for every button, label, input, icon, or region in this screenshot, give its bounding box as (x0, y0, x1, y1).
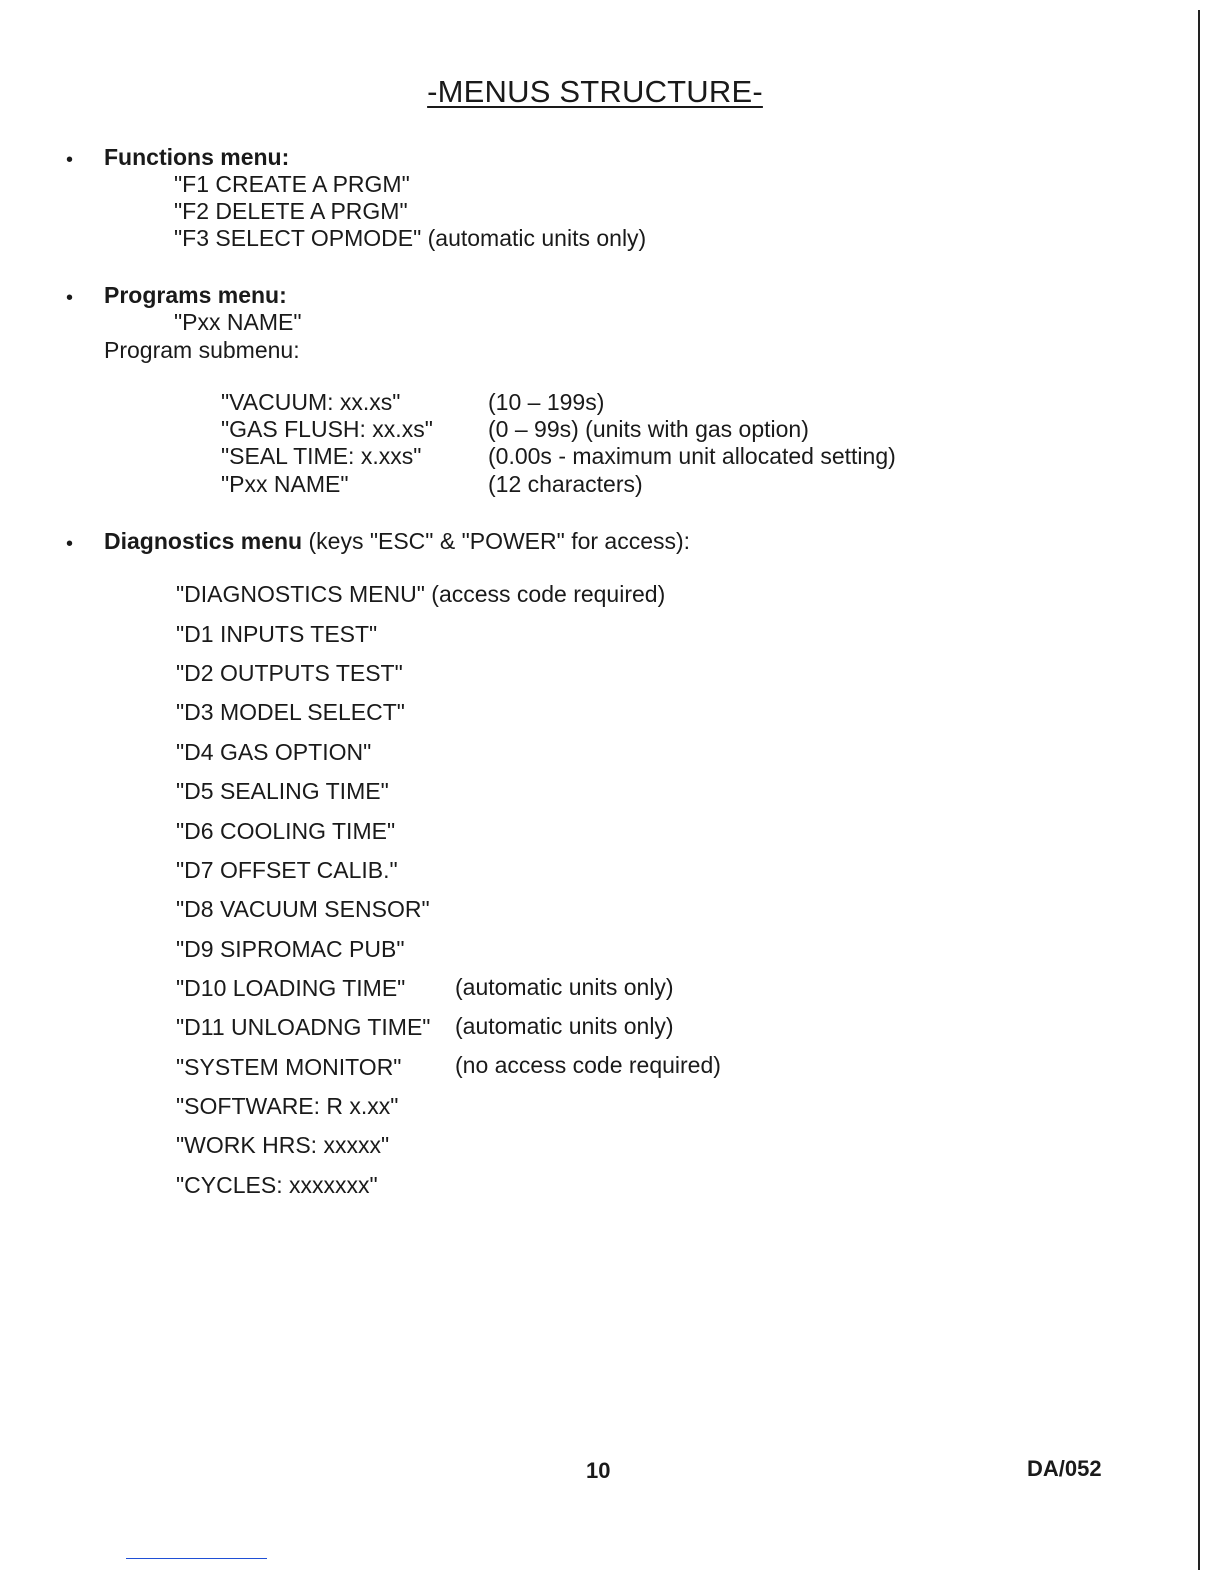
diag-note-d10: (automatic units only) (455, 974, 674, 1000)
submenu-note-vacuum: (10 – 199s) (488, 389, 605, 415)
diag-note-d11: (automatic units only) (455, 1013, 674, 1039)
footer-line (126, 1558, 267, 1559)
functions-heading: Functions menu: (104, 144, 290, 170)
functions-item-f3: "F3 SELECT OPMODE" (automatic units only) (174, 225, 647, 251)
page-title (0, 74, 1190, 110)
submenu-note-gas-flush: (0 – 99s) (units with gas option) (488, 416, 809, 442)
diag-item-d7: "D7 OFFSET CALIB." (176, 857, 398, 883)
diag-item-d6: "D6 COOLING TIME" (176, 818, 396, 844)
diagnostics-heading: Diagnostics menu (104, 528, 303, 554)
diag-item-d11: "D11 UNLOADNG TIME" (176, 1014, 431, 1040)
submenu-label-vacuum: "VACUUM: xx.xs" (221, 389, 401, 415)
diag-item-cycles: "CYCLES: xxxxxxx" (176, 1172, 378, 1198)
diag-item-system-monitor: "SYSTEM MONITOR" (176, 1054, 402, 1080)
bullet-programs: • (66, 287, 74, 309)
program-submenu-label: Program submenu: (104, 337, 300, 363)
submenu-label-seal-time: "SEAL TIME: x.xxs" (221, 443, 422, 469)
programs-heading: Programs menu: (104, 282, 287, 308)
submenu-label-gas-flush: "GAS FLUSH: xx.xs" (221, 416, 433, 442)
bullet-diagnostics: • (66, 533, 74, 555)
diagnostics-heading-suffix: (keys "ESC" & "POWER" for access): (302, 528, 691, 554)
diag-item-d8: "D8 VACUUM SENSOR" (176, 896, 430, 922)
functions-item-f2: "F2 DELETE A PRGM" (174, 198, 408, 224)
diag-item-d10: "D10 LOADING TIME" (176, 975, 406, 1001)
diag-item-work-hrs: "WORK HRS: xxxxx" (176, 1132, 390, 1158)
diag-item-d5: "D5 SEALING TIME" (176, 778, 389, 804)
programs-item: "Pxx NAME" (174, 309, 302, 335)
diag-item-d3: "D3 MODEL SELECT" (176, 699, 405, 725)
submenu-label-pxx-name: "Pxx NAME" (221, 471, 349, 497)
bullet-functions: • (66, 149, 74, 171)
page-edge-line (1198, 10, 1200, 1570)
diag-item-d2: "D2 OUTPUTS TEST" (176, 660, 403, 686)
diag-item-d4: "D4 GAS OPTION" (176, 739, 372, 765)
diag-note-system-monitor: (no access code required) (455, 1052, 721, 1078)
diag-item-software: "SOFTWARE: R x.xx" (176, 1093, 399, 1119)
diag-item-d9: "D9 SIPROMAC PUB" (176, 936, 405, 962)
submenu-note-seal-time: (0.00s - maximum unit allocated setting) (488, 443, 896, 469)
document-code: DA/052 (1027, 1456, 1102, 1481)
functions-item-f1: "F1 CREATE A PRGM" (174, 171, 410, 197)
page-number: 10 (586, 1458, 611, 1483)
diagnostics-heading-line (104, 530, 690, 553)
diag-item-menu: "DIAGNOSTICS MENU" (access code required) (176, 581, 666, 607)
page-title-text: -MENUS STRUCTURE- (427, 74, 763, 109)
diag-item-d1: "D1 INPUTS TEST" (176, 621, 378, 647)
submenu-note-pxx-name: (12 characters) (488, 471, 643, 497)
